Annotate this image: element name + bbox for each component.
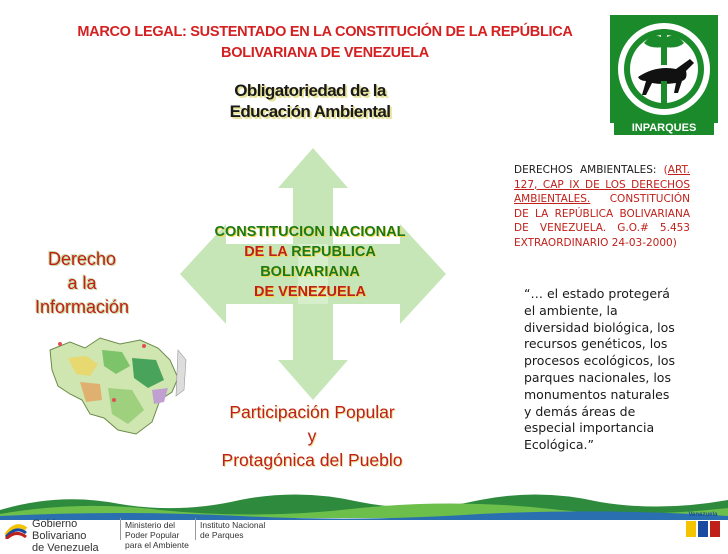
badge-label: Venezuela xyxy=(688,512,718,518)
institute-name xyxy=(200,520,270,540)
bottom-label-line2: y xyxy=(307,426,317,446)
quote-line: parques nacionales, los xyxy=(524,369,671,385)
top-label-line2: Educación Ambiental xyxy=(229,102,391,121)
quote-line: especial importancia xyxy=(524,420,655,436)
top-label-line1: Obligatoriedad de la xyxy=(234,81,386,100)
quote-line: y demás áreas de xyxy=(524,403,636,419)
center-line2b: REPUBLICA xyxy=(291,244,376,260)
rights-article-link[interactable]: ART. 127, CAP IX DE LOS DERECHOS AMBIENTALES. xyxy=(514,164,690,206)
ministry-line2: para el Ambiente xyxy=(125,540,189,550)
quote-line: diversidad biológica, los xyxy=(524,319,675,335)
slide-title xyxy=(30,22,620,64)
top-label xyxy=(190,80,430,122)
left-label-line2: a la xyxy=(67,273,97,293)
venezuela-map-image xyxy=(40,330,190,445)
constitution-quote xyxy=(524,286,694,454)
quote-line: monumentos naturales xyxy=(524,386,670,402)
venezuela-badge xyxy=(684,512,722,540)
quote-line: recursos genéticos, los xyxy=(524,336,668,352)
center-line1: CONSTITUCION NACIONAL xyxy=(214,224,406,240)
slide-title-line1: MARCO LEGAL: SUSTENTADO EN LA CONSTITUCIÓN DE LA REPÚBLICA xyxy=(77,24,573,40)
center-line2a: DE LA xyxy=(244,244,292,260)
quote-line: “… el estado protegerá xyxy=(524,286,670,301)
center-line4: DE VENEZUELA xyxy=(254,284,366,300)
venezuela-flag-icon xyxy=(4,519,28,539)
rights-body: CONSTITUCIÓN DE LA REPÚBLICA BOLIVARIANA DE VENEZUELA. G.O.# 5.453 EXTRAORDINARIO 24-03-2000) xyxy=(514,193,690,249)
center-line3: BOLIVARIANA xyxy=(260,264,360,280)
institute-line2: de Parques xyxy=(200,530,244,540)
gov-line2: de Venezuela xyxy=(32,542,99,554)
rights-text-block: DERECHOS AMBIENTALES: (ART. 127, CAP IX DE LOS DERECHOS AMBIENTALES. CONSTITUCIÓN DE LA REPÚBLICA BOLIVARIANA DE VENEZUELA. G.O.# 5.453 EXTRAORDINARIO 24-03-2000) xyxy=(514,164,690,249)
inparques-logo xyxy=(608,13,720,138)
quote-line: procesos ecológicos, los xyxy=(524,353,676,369)
center-constitution-label xyxy=(200,222,420,302)
rights-heading: DERECHOS AMBIENTALES: xyxy=(514,164,657,176)
bottom-label-line1: Participación Popular xyxy=(229,402,395,422)
left-label xyxy=(20,247,144,319)
bottom-label-line3: Protagónica del Pueblo xyxy=(221,450,403,470)
footer-divider xyxy=(195,518,196,540)
ministry-line1: Ministerio del Poder Popular xyxy=(125,520,180,540)
bottom-label xyxy=(196,400,428,472)
gov-line1: Gobierno Bolivariano xyxy=(32,518,87,542)
slide-title-line2: BOLIVARIANA DE VENEZUELA xyxy=(221,45,429,61)
quote-line: el ambiente, la xyxy=(524,302,618,318)
institute-line1: Instituto Nacional xyxy=(200,520,266,530)
left-label-line1: Derecho xyxy=(47,249,117,269)
badge-flag-icon xyxy=(684,519,722,539)
deer-icon xyxy=(608,13,720,138)
gov-name xyxy=(32,518,122,554)
quote-line: Ecológica.” xyxy=(524,437,594,453)
left-label-line3: Información xyxy=(34,297,130,317)
footer-divider xyxy=(120,518,121,540)
inparques-label: INPARQUES xyxy=(614,121,714,135)
